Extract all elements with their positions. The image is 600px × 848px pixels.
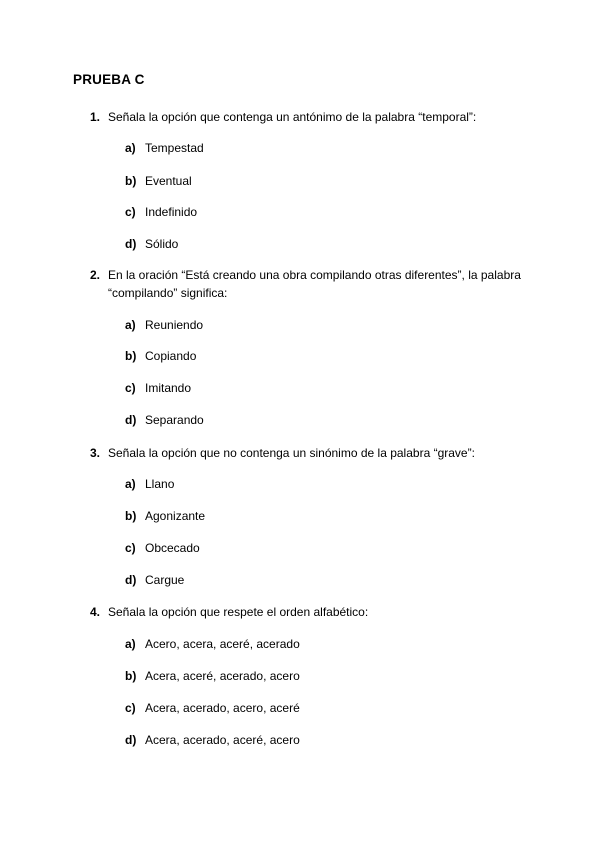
question-text: En la oración “Está creando una obra compilando otras diferentes”, la palabra “compilando” significa:: [108, 268, 521, 300]
option-text: Acera, acerado, aceré, acero: [145, 733, 300, 747]
option-text: Acera, aceré, acerado, acero: [145, 669, 300, 683]
option-1a: [125, 140, 204, 156]
option-letter: a): [125, 637, 136, 651]
option-letter: c): [125, 701, 136, 715]
question-text: Señala la opción que contenga un antónimo de la palabra “temporal”:: [108, 110, 477, 124]
option-3c: [125, 540, 200, 556]
option-2c: [125, 380, 191, 396]
option-text: Llano: [145, 477, 175, 491]
option-4a: [125, 636, 300, 652]
option-4d: [125, 732, 300, 748]
option-3a: [125, 476, 174, 492]
option-letter: b): [125, 174, 137, 188]
option-1c: [125, 204, 197, 220]
option-letter: d): [125, 413, 137, 427]
option-text: Obcecado: [145, 541, 200, 555]
question-number: 4.: [90, 605, 101, 619]
option-text: Acera, acerado, acero, aceré: [145, 701, 300, 715]
option-text: Eventual: [145, 174, 192, 188]
option-text: Sólido: [145, 237, 179, 251]
option-letter: d): [125, 733, 137, 747]
option-text: Separando: [145, 413, 204, 427]
option-4c: [125, 700, 300, 716]
option-letter: c): [125, 381, 136, 395]
option-text: Reuniendo: [145, 318, 204, 332]
question-1: [90, 108, 540, 126]
option-text: Agonizante: [145, 509, 206, 523]
question-4: [90, 603, 540, 621]
option-text: Tempestad: [145, 141, 204, 155]
option-3b: [125, 508, 205, 524]
question-text: Señala la opción que respete el orden alfabético:: [108, 605, 369, 619]
option-text: Cargue: [145, 573, 185, 587]
question-number: 1.: [90, 110, 101, 124]
question-2: [90, 266, 540, 302]
option-2b: [125, 348, 196, 364]
option-2d: [125, 412, 204, 428]
option-1d: [125, 236, 178, 252]
question-text: Señala la opción que no contenga un sinónimo de la palabra “grave”:: [108, 446, 475, 460]
option-text: Acero, acera, aceré, acerado: [145, 637, 300, 651]
option-3d: [125, 572, 184, 588]
option-text: Imitando: [145, 381, 192, 395]
option-letter: a): [125, 141, 136, 155]
option-letter: a): [125, 318, 136, 332]
option-letter: b): [125, 509, 137, 523]
question-number: 3.: [90, 446, 101, 460]
option-letter: a): [125, 477, 136, 491]
option-text: Copiando: [145, 349, 197, 363]
option-2a: [125, 317, 203, 333]
option-letter: b): [125, 669, 137, 683]
option-letter: c): [125, 205, 136, 219]
question-number: 2.: [90, 268, 101, 282]
option-letter: d): [125, 573, 137, 587]
question-3: [90, 444, 540, 462]
option-1b: [125, 173, 192, 189]
option-letter: c): [125, 541, 136, 555]
option-text: Indefinido: [145, 205, 198, 219]
page-title: PRUEBA C: [73, 72, 145, 87]
option-letter: b): [125, 349, 137, 363]
option-letter: d): [125, 237, 137, 251]
option-4b: [125, 668, 300, 684]
